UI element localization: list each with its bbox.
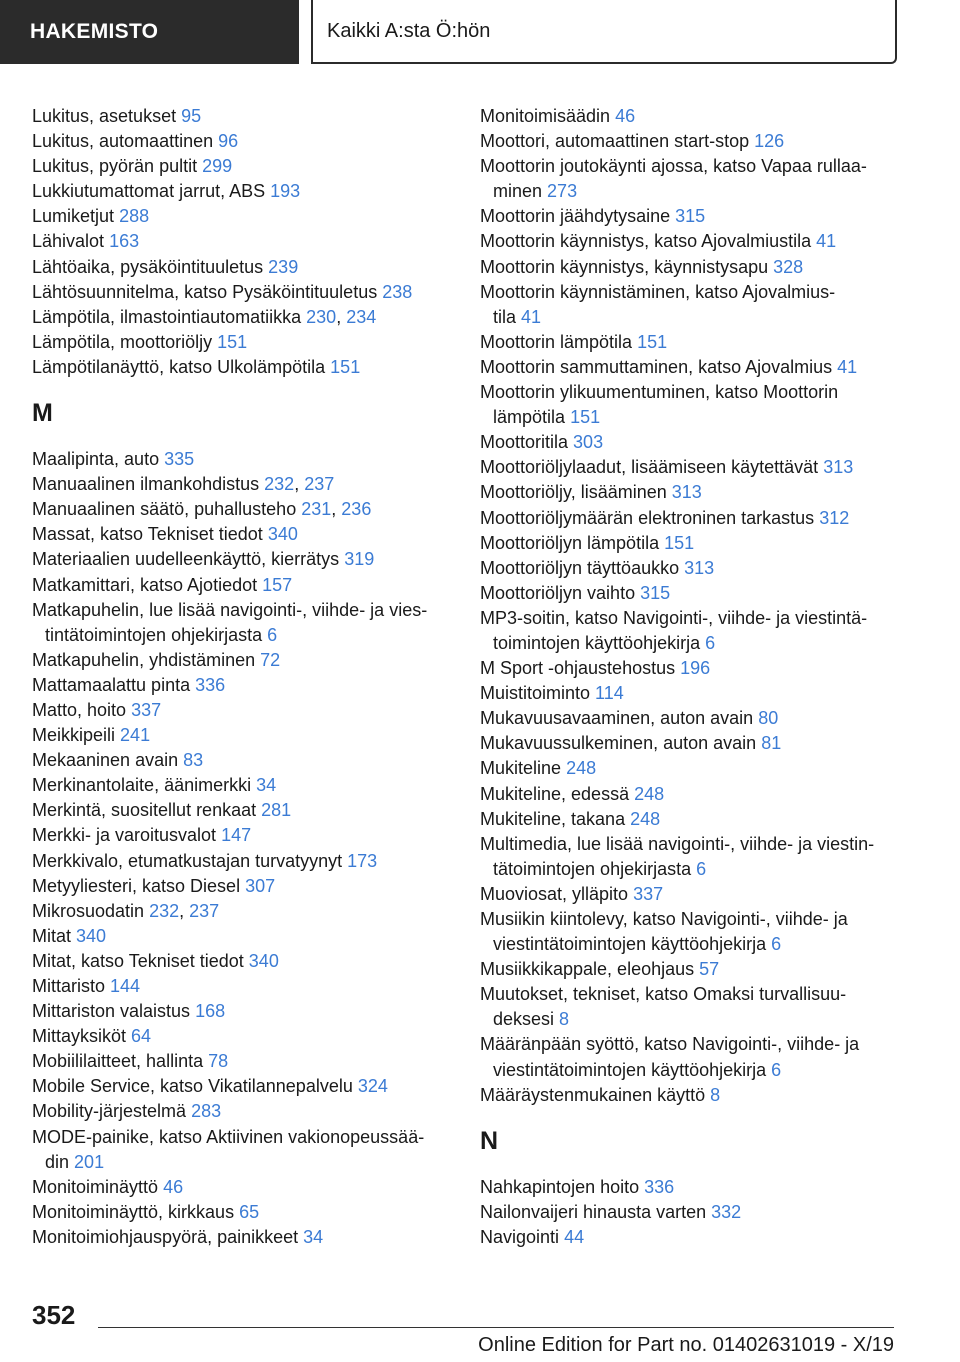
- index-entry: [32, 723, 452, 748]
- page-link[interactable]: 332: [711, 1201, 742, 1222]
- index-term: Lumiketjut: [32, 206, 115, 227]
- index-entry: [480, 1032, 900, 1057]
- index-term: Moottorin käynnistäminen, katso Ajovalmius-: [480, 281, 836, 302]
- page-link[interactable]: 114: [595, 683, 624, 704]
- index-term: viestintätoimintojen käyttöohjekirja: [493, 1059, 767, 1080]
- index-entry-continuation: [480, 305, 900, 330]
- page-separator: ,: [331, 499, 337, 520]
- index-term: Mikrosuodatin: [32, 900, 145, 921]
- index-term: Lämpötila, moottoriöljy: [32, 331, 213, 352]
- index-entry: [32, 798, 452, 823]
- page-link[interactable]: 273: [547, 181, 578, 202]
- index-term: Mobile Service, katso Vikatilannepalvelu: [32, 1076, 353, 1097]
- page-link[interactable]: 6: [771, 1059, 782, 1080]
- index-entry: [480, 782, 900, 807]
- index-entry: [32, 748, 452, 773]
- index-entry: [480, 204, 900, 229]
- page-link[interactable]: 6: [705, 632, 716, 653]
- index-entry: [480, 229, 900, 254]
- page-link[interactable]: 232: [149, 900, 180, 921]
- index-term: viestintätoimintojen käyttöohjekirja: [493, 934, 767, 955]
- page-link[interactable]: 151: [637, 331, 668, 352]
- index-term: Manuaalinen säätö, puhallusteho: [32, 499, 297, 520]
- index-term: Mukavuussulkeminen, auton avain: [480, 733, 757, 754]
- index-term: Moottorin jäähdytysaine: [480, 206, 671, 227]
- index-entry: [480, 129, 900, 154]
- page-link[interactable]: 283: [191, 1101, 222, 1122]
- section-subtitle: Kaikki A:sta Ö:hön: [327, 19, 491, 42]
- index-term: Mukavuusavaaminen, auton avain: [480, 708, 754, 729]
- index-entry: [32, 673, 452, 698]
- index-term: din: [45, 1151, 70, 1172]
- page-link[interactable]: 41: [521, 306, 542, 327]
- footer-divider: [98, 1327, 894, 1328]
- page-link[interactable]: 46: [615, 106, 636, 126]
- index-entry: [32, 204, 452, 229]
- page-link[interactable]: 336: [195, 674, 226, 695]
- page-link[interactable]: 312: [819, 507, 850, 528]
- page-link[interactable]: 315: [640, 582, 671, 603]
- index-entry: [32, 1049, 452, 1074]
- page-link[interactable]: 239: [268, 256, 299, 277]
- page-link[interactable]: 96: [218, 131, 239, 152]
- page-link[interactable]: 144: [110, 976, 141, 996]
- index-term: Muistitoiminto: [480, 683, 591, 704]
- page-link[interactable]: 163: [109, 231, 140, 252]
- index-entry: [32, 154, 452, 179]
- index-term: Merkkivalo, etumatkustajan turvatyynyt: [32, 850, 343, 871]
- page-link[interactable]: 151: [664, 532, 695, 553]
- page-link[interactable]: 147: [221, 825, 252, 846]
- page-link[interactable]: 340: [248, 950, 279, 971]
- index-entry-continuation: [480, 405, 900, 430]
- index-column-left: [32, 104, 452, 1250]
- page-link[interactable]: 6: [696, 858, 707, 879]
- index-term: Moottoriöljylaadut, lisäämiseen käytettävät: [480, 457, 819, 478]
- page-link[interactable]: 303: [573, 432, 604, 453]
- index-entry: [32, 1125, 452, 1150]
- page-link[interactable]: 313: [671, 482, 702, 503]
- index-entry: [480, 681, 900, 706]
- page-link[interactable]: 168: [195, 1001, 226, 1022]
- index-entry-continuation: [32, 1150, 452, 1175]
- index-term: Matkamittari, katso Ajotiedot: [32, 574, 258, 595]
- index-entry-continuation: [480, 857, 900, 882]
- index-entry: [32, 823, 452, 848]
- index-term: Monitoiminäyttö, kirkkaus: [32, 1201, 235, 1222]
- index-entry: [32, 648, 452, 673]
- index-letter-heading: N: [480, 1126, 499, 1155]
- page-link[interactable]: 81: [761, 733, 782, 754]
- index-term: Lukitus, automaattinen: [32, 131, 214, 152]
- page-link[interactable]: 34: [256, 775, 277, 796]
- page-link[interactable]: 8: [559, 1009, 570, 1030]
- index-entry: [480, 656, 900, 681]
- index-term: Mittayksiköt: [32, 1026, 127, 1047]
- index-entry: [480, 430, 900, 455]
- index-entry: [32, 1024, 452, 1049]
- index-term: Moottoriöljyn lämpötila: [480, 532, 660, 553]
- page-link[interactable]: 236: [341, 499, 372, 520]
- index-term: Lukitus, asetukset: [32, 106, 177, 126]
- page-link[interactable]: 288: [119, 206, 150, 227]
- page-link[interactable]: 201: [74, 1151, 105, 1172]
- index-entry: [32, 355, 452, 380]
- page-link[interactable]: 281: [261, 800, 292, 821]
- index-term: Mobility-järjestelmä: [32, 1101, 187, 1122]
- index-entry: [480, 1200, 900, 1225]
- section-title: HAKEMISTO: [30, 20, 159, 43]
- index-entry: [32, 547, 452, 572]
- index-entry: [32, 330, 452, 355]
- index-term: Maalipinta, auto: [32, 449, 160, 470]
- page-link[interactable]: 8: [710, 1084, 721, 1105]
- index-entry-continuation: [480, 1007, 900, 1032]
- index-entry: [480, 731, 900, 756]
- index-entry: [480, 455, 900, 480]
- index-entry: [480, 1083, 900, 1108]
- page-link[interactable]: 72: [260, 649, 281, 670]
- page-link[interactable]: 173: [347, 850, 378, 871]
- index-term: Monitoimisäädin: [480, 106, 611, 126]
- index-entry: [480, 807, 900, 832]
- index-term: Lähtösuunnitelma, katso Pysäköintituuletus: [32, 281, 378, 302]
- page-link[interactable]: 340: [267, 524, 298, 545]
- index-term: Lähivalot: [32, 231, 105, 252]
- page-link[interactable]: 65: [239, 1201, 260, 1222]
- index-term: Moottoriöljyn vaihto: [480, 582, 636, 603]
- index-term: Mitat, katso Tekniset tiedot: [32, 950, 244, 971]
- index-entry-continuation: [480, 179, 900, 204]
- page-link[interactable]: 126: [754, 131, 785, 152]
- page-link[interactable]: 313: [684, 557, 715, 578]
- index-term: Moottori, automaattinen start-stop: [480, 131, 750, 152]
- page-link[interactable]: 46: [163, 1176, 184, 1197]
- index-term: Lukkiutumattomat jarrut, ABS: [32, 181, 266, 202]
- index-term: Mukiteline, edessä: [480, 783, 630, 804]
- index-entry: [32, 924, 452, 949]
- index-entry: [32, 874, 452, 899]
- page-link[interactable]: 315: [675, 206, 706, 227]
- index-entry: [32, 1099, 452, 1124]
- page-link[interactable]: 307: [245, 875, 276, 896]
- page-link[interactable]: 340: [76, 925, 107, 946]
- page-separator: ,: [294, 474, 300, 495]
- index-entry: [480, 1175, 900, 1200]
- index-term: tätoimintojen ohjekirjasta: [493, 858, 692, 879]
- page-link[interactable]: 57: [699, 959, 720, 980]
- index-term: Moottoriöljyn täyttöaukko: [480, 557, 680, 578]
- page-link[interactable]: 313: [823, 457, 854, 478]
- page-link[interactable]: 234: [346, 306, 377, 327]
- index-entry: [32, 598, 452, 623]
- index-entry: [32, 280, 452, 305]
- page-link[interactable]: 232: [264, 474, 295, 495]
- index-entry: [480, 380, 900, 405]
- page-link[interactable]: 34: [303, 1226, 324, 1247]
- index-term: Monitoimiohjauspyörä, painikkeet: [32, 1226, 299, 1247]
- page-link[interactable]: 64: [131, 1026, 152, 1047]
- index-term: Meikkipeili: [32, 725, 116, 746]
- page-link[interactable]: 231: [301, 499, 332, 520]
- index-entry: [480, 480, 900, 505]
- index-entry: [32, 899, 452, 924]
- index-entry: [32, 472, 452, 497]
- index-term: Materiaalien uudelleenkäyttö, kierrätys: [32, 549, 340, 570]
- index-term: Multimedia, lue lisää navigointi-, viihde- ja viestin-: [480, 833, 875, 854]
- index-term: Merkintä, suositellut renkaat: [32, 800, 257, 821]
- page-separator: ,: [336, 306, 342, 327]
- index-entry-continuation: [480, 1058, 900, 1083]
- page-link[interactable]: 95: [181, 106, 202, 126]
- page-link[interactable]: 230: [306, 306, 337, 327]
- index-term: Matto, hoito: [32, 699, 127, 720]
- page-link[interactable]: 319: [344, 549, 375, 570]
- index-entry: [32, 1074, 452, 1099]
- page-link[interactable]: 41: [837, 356, 858, 377]
- index-entry-continuation: [32, 623, 452, 648]
- index-entry: [32, 229, 452, 254]
- index-term: Nailonvaijeri hinausta varten: [480, 1201, 707, 1222]
- index-term: Lähtöaika, pysäköintituuletus: [32, 256, 264, 277]
- page-link[interactable]: 248: [566, 758, 597, 779]
- index-entry: [480, 882, 900, 907]
- index-letter-heading: M: [32, 399, 53, 428]
- index-term: Moottoriöljy, lisääminen: [480, 482, 667, 503]
- index-entry-continuation: [480, 631, 900, 656]
- page-link[interactable]: 151: [330, 356, 361, 377]
- index-entry: [480, 907, 900, 932]
- page-link[interactable]: 6: [267, 624, 278, 645]
- page-link[interactable]: 328: [773, 256, 804, 277]
- index-entry: [32, 573, 452, 598]
- page-separator: ,: [179, 900, 185, 921]
- page-number: 352: [32, 1300, 76, 1330]
- index-entry: [32, 447, 452, 472]
- page-link[interactable]: 80: [758, 708, 779, 729]
- index-term: Mekaaninen avain: [32, 750, 179, 771]
- index-term: Metyyliesteri, katso Diesel: [32, 875, 241, 896]
- index-term: Mittariston valaistus: [32, 1001, 191, 1022]
- page-link[interactable]: 335: [164, 449, 195, 470]
- page-link[interactable]: 324: [357, 1076, 388, 1097]
- index-entry: [480, 756, 900, 781]
- page-link[interactable]: 248: [634, 783, 665, 804]
- index-entry: [480, 355, 900, 380]
- index-term: Massat, katso Tekniset tiedot: [32, 524, 263, 545]
- index-term: Mitat: [32, 925, 72, 946]
- index-entry: [480, 531, 900, 556]
- index-term: minen: [493, 181, 543, 202]
- section-tab: [0, 0, 299, 64]
- edition-note: Online Edition for Part no. 01402631019 - X/19: [478, 1334, 894, 1356]
- subtitle-tab: [311, 0, 897, 64]
- index-entry: [480, 832, 900, 857]
- index-term: Moottoritila: [480, 432, 569, 453]
- index-term: Moottorin joutokäynti ajossa, katso Vapaa rullaa-: [480, 156, 867, 177]
- index-term: tila: [493, 306, 517, 327]
- index-entry: [480, 255, 900, 280]
- index-entry: [32, 849, 452, 874]
- index-entry: [480, 506, 900, 531]
- index-term: Merkki- ja varoitusvalot: [32, 825, 217, 846]
- index-term: deksesi: [493, 1009, 555, 1030]
- index-entry: [32, 773, 452, 798]
- page-link[interactable]: 41: [816, 231, 837, 252]
- index-entry: [32, 255, 452, 280]
- index-term: Nahkapintojen hoito: [480, 1176, 640, 1197]
- index-entry: [32, 179, 452, 204]
- page-link[interactable]: 238: [382, 281, 413, 302]
- page-link[interactable]: 241: [120, 725, 151, 746]
- index-entry: [480, 1225, 900, 1250]
- index-entry: [32, 974, 452, 999]
- index-entry: [480, 556, 900, 581]
- index-term: Matkapuhelin, yhdistäminen: [32, 649, 256, 670]
- index-term: Lämpötila, ilmastointiautomatiikka: [32, 306, 302, 327]
- index-entry: [480, 706, 900, 731]
- page-link[interactable]: 44: [564, 1226, 585, 1247]
- index-term: Monitoiminäyttö: [32, 1176, 159, 1197]
- page-link[interactable]: 6: [771, 934, 782, 955]
- index-term: Moottoriöljymäärän elektroninen tarkastus: [480, 507, 815, 528]
- index-term: Määränpään syöttö, katso Navigointi-, viihde- ja: [480, 1034, 860, 1055]
- index-term: lämpötila: [493, 407, 566, 428]
- index-term: Lämpötilanäyttö, katso Ulkolämpötila: [32, 356, 326, 377]
- index-entry: [480, 104, 900, 129]
- index-term: Navigointi: [480, 1226, 560, 1247]
- index-term: Mattamaalattu pinta: [32, 674, 191, 695]
- index-term: Musiikin kiintolevy, katso Navigointi-, viihde- ja: [480, 909, 848, 929]
- index-term: MP3-soitin, katso Navigointi-, viihde- ja viestintä-: [480, 607, 868, 628]
- index-entry: [32, 497, 452, 522]
- index-term: Musiikkikappale, eleohjaus: [480, 959, 695, 980]
- index-term: Manuaalinen ilmankohdistus: [32, 474, 260, 495]
- index-term: Mobiililaitteet, hallinta: [32, 1051, 204, 1072]
- index-entry: [32, 1225, 452, 1250]
- index-term: Matkapuhelin, lue lisää navigointi-, viihde- ja vies-: [32, 599, 428, 620]
- index-entry-continuation: [480, 932, 900, 957]
- index-term: Moottorin lämpötila: [480, 331, 633, 352]
- page-link[interactable]: 157: [262, 574, 293, 595]
- index-term: tintätoimintojen ohjekirjasta: [45, 624, 263, 645]
- index-term: Mukiteline: [480, 758, 562, 779]
- index-term: Mittaristo: [32, 976, 106, 996]
- index-term: Moottorin käynnistys, katso Ajovalmiustila: [480, 231, 812, 252]
- index-entry: [32, 999, 452, 1024]
- page-link[interactable]: 336: [644, 1176, 675, 1197]
- index-term: Moottorin ylikuumentuminen, katso Moottorin: [480, 382, 839, 403]
- page-link[interactable]: 237: [304, 474, 335, 495]
- index-entry: [32, 305, 452, 330]
- page-link[interactable]: 151: [570, 407, 601, 428]
- index-term: Mukiteline, takana: [480, 808, 626, 829]
- index-entry: [480, 280, 900, 305]
- index-entry: [32, 1200, 452, 1225]
- index-term: Muoviosat, ylläpito: [480, 883, 629, 904]
- index-entry: [32, 522, 452, 547]
- index-term: Muutokset, tekniset, katso Omaksi turvallisuu-: [480, 984, 847, 1005]
- page-link[interactable]: 193: [270, 181, 301, 202]
- page-link[interactable]: 78: [208, 1051, 229, 1072]
- index-term: Lukitus, pyörän pultit: [32, 156, 198, 177]
- index-term: Määräystenmukainen käyttö: [480, 1084, 706, 1105]
- index-entry: [480, 957, 900, 982]
- page-link[interactable]: 337: [131, 699, 162, 720]
- page-link[interactable]: 299: [202, 156, 233, 177]
- index-entry: [32, 949, 452, 974]
- page-link[interactable]: 83: [183, 750, 204, 771]
- index-entry: [32, 698, 452, 723]
- index-entry: [480, 581, 900, 606]
- page-link[interactable]: 248: [630, 808, 661, 829]
- page-link[interactable]: 196: [680, 658, 711, 679]
- index-entry: [480, 606, 900, 631]
- index-term: toimintojen käyttöohjekirja: [493, 632, 701, 653]
- index-entry: [480, 154, 900, 179]
- index-entry: [480, 982, 900, 1007]
- index-entry: [480, 330, 900, 355]
- page-link[interactable]: 237: [189, 900, 220, 921]
- index-entry: [32, 129, 452, 154]
- index-column-right: [480, 104, 900, 1250]
- index-entry: [32, 1175, 452, 1200]
- page-link[interactable]: 151: [217, 331, 248, 352]
- index-term: MODE-painike, katso Aktiivinen vakionopeussää-: [32, 1126, 425, 1147]
- index-term: M Sport -ohjaustehostus: [480, 658, 676, 679]
- index-term: Merkinantolaite, äänimerkki: [32, 775, 252, 796]
- index-term: Moottorin sammuttaminen, katso Ajovalmius: [480, 356, 833, 377]
- index-entry: [32, 104, 452, 129]
- page-link[interactable]: 337: [633, 883, 664, 904]
- index-term: Moottorin käynnistys, käynnistysapu: [480, 256, 769, 277]
